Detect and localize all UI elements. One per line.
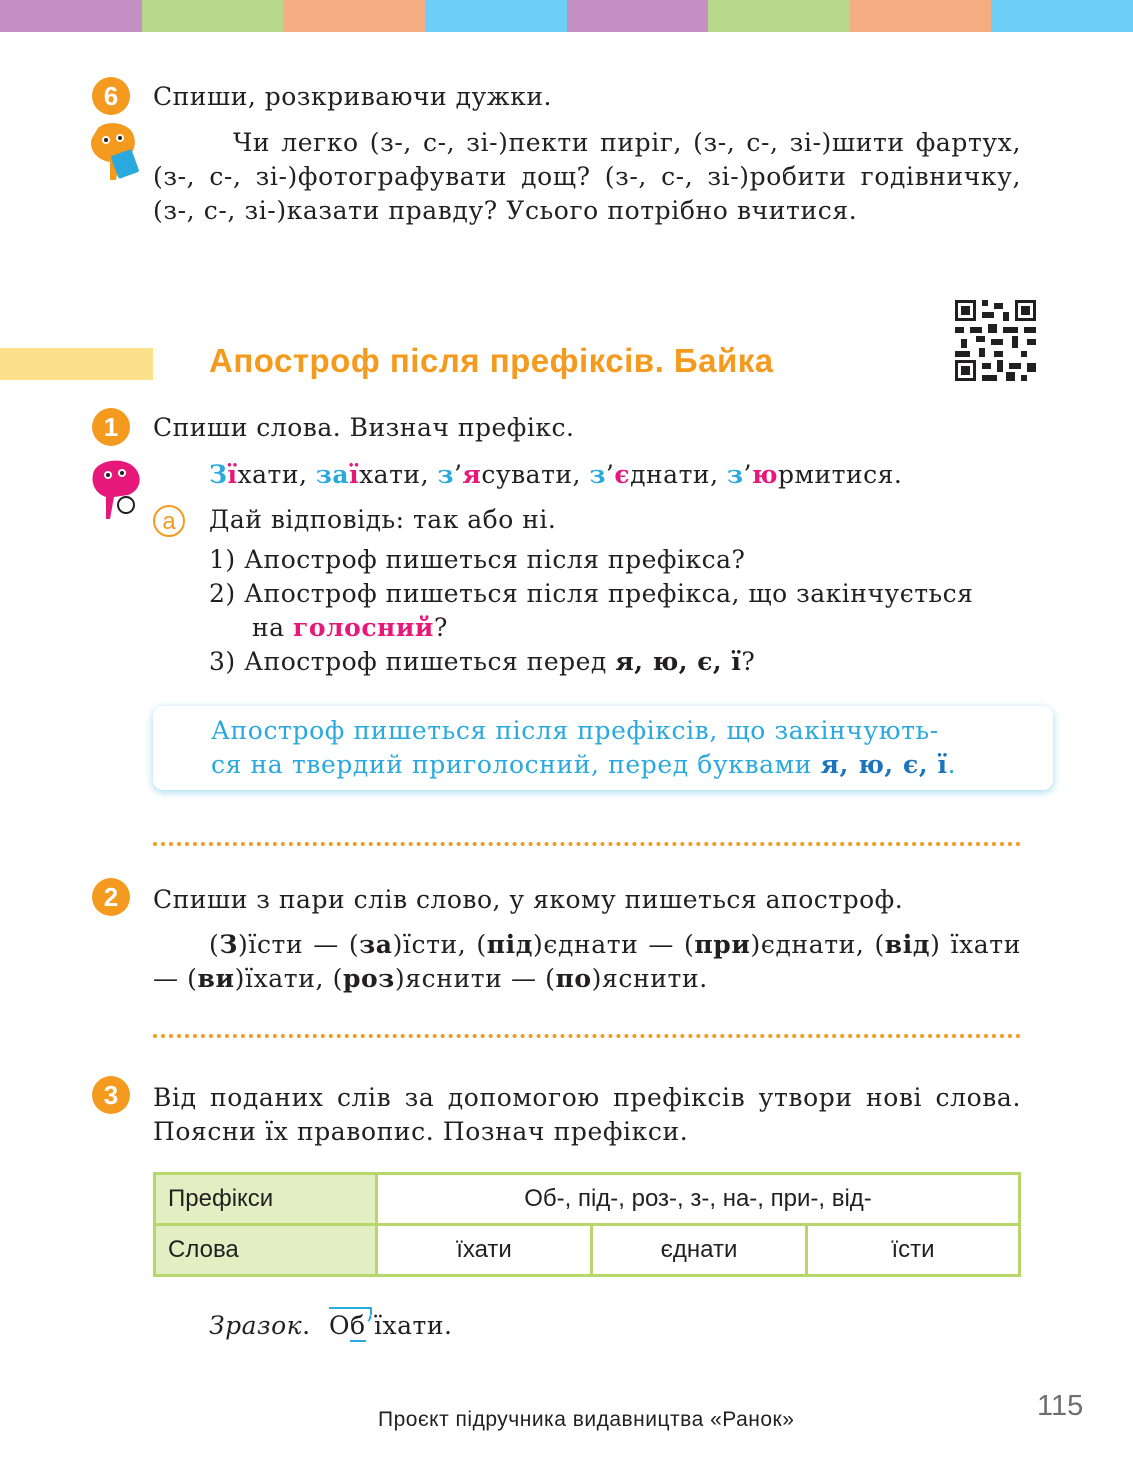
task-number-badge: 6 xyxy=(92,77,130,115)
word-rest: хати, xyxy=(237,460,316,489)
top-color-strip xyxy=(0,0,1133,32)
word-rest: хати, xyxy=(359,460,438,489)
rule-text xyxy=(211,714,1011,782)
question-1: 1) Апостроф пишеться після префікса? xyxy=(209,545,746,574)
table-row xyxy=(155,1225,1020,1276)
bracket: ( xyxy=(476,930,487,959)
task-number-badge: 1 xyxy=(92,408,130,446)
word-rest: )їхати, xyxy=(234,964,333,993)
sample-prefix-b: б xyxy=(350,1311,366,1340)
prefix-option: від xyxy=(884,930,931,959)
word-letter: є xyxy=(614,460,631,489)
table-header-prefixes: Префікси xyxy=(155,1174,377,1225)
word-rest: )яснити. xyxy=(591,964,708,993)
orange-hand-book-icon xyxy=(80,120,146,188)
task1-words-line xyxy=(209,458,902,492)
sample-dot: . xyxy=(302,1311,311,1340)
bracket: ( xyxy=(684,930,695,959)
word-rest: днати, xyxy=(630,460,727,489)
pink-character-magnifier-icon xyxy=(84,455,148,525)
colored-word xyxy=(316,460,438,489)
colored-word xyxy=(727,460,902,489)
word-rest: )яснити — xyxy=(394,964,546,993)
prefix-option: при xyxy=(694,930,751,959)
word-rest: )їсти — xyxy=(238,930,349,959)
section-ribbon xyxy=(0,348,153,380)
rule-line-2-text: ся на твердий приголосний, перед буквами xyxy=(211,750,812,779)
strip-segment xyxy=(425,0,567,32)
word-prefix: з xyxy=(726,460,744,489)
question-2-text: на xyxy=(252,613,285,642)
question-3-text: 3) Апостроф пишеться перед xyxy=(209,647,607,676)
task3-instruction: Від поданих слів за допомогою префіксів утвори нові слова. Поясни їх правопис. Познач префікси. xyxy=(153,1083,1021,1146)
subtask-a-instruction: Дай відповідь: так або ні. xyxy=(209,505,557,534)
task-number-badge: 2 xyxy=(92,878,130,916)
sample-prefix-a: О xyxy=(329,1311,351,1340)
word-apostrophe: ’ xyxy=(605,460,615,489)
task2-instruction: Спиши з пари слів слово, у якому пишеться апостроф. xyxy=(153,885,904,914)
sample-rest: їхати. xyxy=(374,1311,453,1340)
bracket: ( xyxy=(874,930,885,959)
rule-letters: я, ю, є, ї xyxy=(820,750,948,779)
bracket: ( xyxy=(187,964,198,993)
question-2-end: ? xyxy=(433,613,448,642)
bracket: ( xyxy=(545,964,556,993)
rule-box xyxy=(153,706,1053,790)
strip-segment xyxy=(850,0,992,32)
sample-prefix xyxy=(329,1309,374,1343)
word-rest: ) їхати — xyxy=(153,930,1021,993)
prefix-option: за xyxy=(359,930,393,959)
strip-segment xyxy=(708,0,850,32)
rule-line-2 xyxy=(211,748,1011,782)
word-letter: ї xyxy=(349,460,360,489)
prefix-table xyxy=(153,1172,1021,1277)
task-number-badge: 3 xyxy=(92,1076,130,1114)
sample-line xyxy=(209,1309,452,1343)
subtask-a-badge: а xyxy=(153,505,185,537)
prefix-mark xyxy=(329,1307,372,1315)
task6-instruction: Спиши, розкриваючи дужки. xyxy=(153,82,552,111)
footer-text: Проєкт підручника видавництва «Ранок» xyxy=(378,1408,795,1431)
strip-segment xyxy=(142,0,284,32)
table-cell-prefixes: Об-, під-, роз-, з-, на-, при-, від- xyxy=(377,1174,1020,1225)
task1-instruction: Спиши слова. Визнач префікс. xyxy=(153,413,575,442)
word-rest: )їсти, xyxy=(392,930,477,959)
bracket: ( xyxy=(332,964,343,993)
word-letter: ю xyxy=(751,460,779,489)
colored-word xyxy=(589,460,727,489)
sample-apostrophe: ’ xyxy=(365,1311,375,1340)
table-header-words: Слова xyxy=(155,1225,377,1276)
colored-word xyxy=(209,460,316,489)
word-rest: )єднати — xyxy=(532,930,684,959)
word-prefix: З xyxy=(209,460,228,489)
prefix-option: З xyxy=(219,930,238,959)
question-3-end: ? xyxy=(741,647,756,676)
section-title: Апостроф після префіксів. Байка xyxy=(209,342,774,379)
qr-code-icon[interactable] xyxy=(955,300,1036,381)
rule-end: . xyxy=(947,750,957,779)
word-prefix: за xyxy=(315,460,350,489)
strip-segment xyxy=(0,0,142,32)
table-cell-word: єднати xyxy=(592,1225,807,1276)
rule-line-1: Апостроф пишеться після префіксів, що закінчують- xyxy=(211,716,939,745)
question-3 xyxy=(209,645,755,679)
table-cell-word: їхати xyxy=(377,1225,592,1276)
strip-segment xyxy=(991,0,1133,32)
bracket: ( xyxy=(209,930,220,959)
task6-text: Чи легко (з-, с-, зі-)пекти пиріг, (з-, с-, зі-)шити фартух, (з-, с-, зі-)фотографувати дощ? (з-, с-, зі-)робити годівничку, (з-, с-, зі-)казати правду? Усього потрібно вчитися. xyxy=(153,128,1021,225)
word-letter: ї xyxy=(227,460,238,489)
word-prefix: з xyxy=(589,460,606,489)
question-2-line1: 2) Апостроф пишеться після префікса, що закінчується xyxy=(209,579,974,608)
question-2-emphasis: голосний xyxy=(293,613,434,642)
question-3-letters: я, ю, є, ї xyxy=(615,647,742,676)
word-apostrophe: ’ xyxy=(453,460,463,489)
word-prefix: з xyxy=(437,460,454,489)
bracket: ( xyxy=(348,930,360,959)
word-apostrophe: ’ xyxy=(743,460,752,489)
prefix-option: ви xyxy=(197,964,235,993)
table-cell-word: їсти xyxy=(807,1225,1020,1276)
task2-text xyxy=(153,928,1021,996)
dotted-divider xyxy=(153,842,1021,846)
strip-segment xyxy=(283,0,425,32)
table-row xyxy=(155,1174,1020,1225)
word-rest: рмитися. xyxy=(778,460,903,489)
sample-label: Зразок xyxy=(209,1311,303,1340)
colored-word xyxy=(437,460,589,489)
prefix-option: під xyxy=(486,930,533,959)
dotted-divider xyxy=(153,1034,1021,1038)
page-number: 115 xyxy=(1037,1390,1084,1422)
word-rest: )єднати, xyxy=(750,930,875,959)
word-rest: сувати, xyxy=(481,460,590,489)
strip-segment xyxy=(567,0,709,32)
prefix-option: роз xyxy=(342,964,395,993)
question-2-line2 xyxy=(252,611,448,645)
word-letter: я xyxy=(462,460,482,489)
prefix-option: по xyxy=(555,964,592,993)
